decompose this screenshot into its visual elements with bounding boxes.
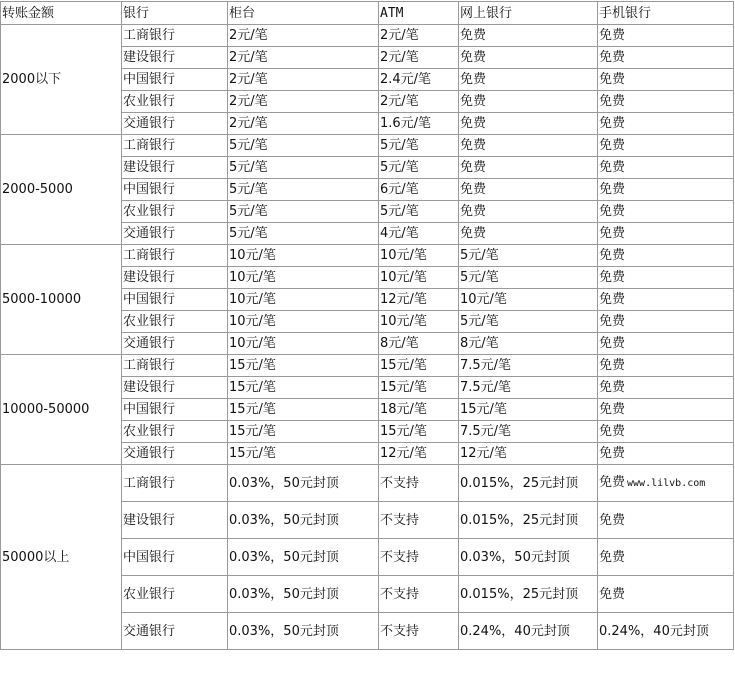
- online-fee-cell: 5元/笔: [459, 245, 598, 267]
- mobile-fee-value: 免费: [599, 226, 626, 241]
- counter-fee-cell: 15元/笔: [228, 355, 379, 377]
- atm-fee-cell: 不支持: [379, 465, 459, 502]
- header-online: 网上银行: [459, 2, 598, 25]
- atm-fee-cell: 15元/笔: [379, 421, 459, 443]
- mobile-fee-value: 免费: [599, 549, 626, 565]
- online-fee-cell: 免费: [459, 135, 598, 157]
- mobile-fee-cell: [598, 443, 734, 465]
- online-fee-cell: 免费: [459, 69, 598, 91]
- atm-fee-cell: 12元/笔: [379, 443, 459, 465]
- mobile-fee-value: 免费: [599, 182, 626, 197]
- online-fee-cell: 免费: [459, 157, 598, 179]
- bank-cell: 交通银行: [122, 333, 228, 355]
- bank-cell: 农业银行: [122, 311, 228, 333]
- atm-fee-cell: 不支持: [379, 576, 459, 613]
- atm-fee-cell: 2元/笔: [379, 47, 459, 69]
- online-fee-cell: 免费: [459, 25, 598, 47]
- mobile-fee-value: 免费: [599, 314, 626, 329]
- mobile-fee-cell: [598, 201, 734, 223]
- mobile-fee-cell: [598, 179, 734, 201]
- online-fee-cell: 5元/笔: [459, 267, 598, 289]
- bank-cell: 建设银行: [122, 157, 228, 179]
- counter-fee-cell: 0.03%，50元封顶: [228, 539, 379, 576]
- online-fee-cell: 15元/笔: [459, 399, 598, 421]
- bank-cell: 农业银行: [122, 201, 228, 223]
- table-row: [1, 465, 734, 502]
- bank-cell: 交通银行: [122, 613, 228, 650]
- counter-fee-cell: 15元/笔: [228, 443, 379, 465]
- counter-fee-cell: 5元/笔: [228, 135, 379, 157]
- table-row: [1, 245, 734, 267]
- mobile-fee-cell: [598, 25, 734, 47]
- atm-fee-cell: 不支持: [379, 613, 459, 650]
- online-fee-cell: 免费: [459, 91, 598, 113]
- atm-fee-cell: 12元/笔: [379, 289, 459, 311]
- online-fee-cell: 7.5元/笔: [459, 421, 598, 443]
- amount-range-cell: 2000-5000: [1, 135, 122, 245]
- atm-fee-cell: 5元/笔: [379, 157, 459, 179]
- counter-fee-cell: 0.03%，50元封顶: [228, 465, 379, 502]
- table-body: [1, 2, 734, 650]
- mobile-fee-cell: [598, 613, 734, 650]
- header-atm: ATM: [379, 2, 459, 25]
- atm-fee-cell: 5元/笔: [379, 201, 459, 223]
- header-row: [1, 2, 734, 25]
- mobile-fee-value: 免费: [599, 586, 626, 602]
- bank-cell: 工商银行: [122, 25, 228, 47]
- mobile-fee-value: 免费: [599, 248, 626, 263]
- counter-fee-cell: 0.03%，50元封顶: [228, 576, 379, 613]
- amount-range-cell: 10000-50000: [1, 355, 122, 465]
- bank-cell: 交通银行: [122, 443, 228, 465]
- mobile-fee-cell: [598, 91, 734, 113]
- watermark-text: www.lilvb.com: [627, 478, 706, 489]
- counter-fee-cell: 2元/笔: [228, 69, 379, 91]
- mobile-fee-cell: [598, 377, 734, 399]
- atm-fee-cell: 18元/笔: [379, 399, 459, 421]
- header-bank: 银行: [122, 2, 228, 25]
- atm-fee-cell: 2元/笔: [379, 91, 459, 113]
- bank-cell: 交通银行: [122, 113, 228, 135]
- online-fee-cell: 5元/笔: [459, 311, 598, 333]
- online-fee-cell: 免费: [459, 223, 598, 245]
- online-fee-cell: 7.5元/笔: [459, 377, 598, 399]
- mobile-fee-value: 免费: [599, 380, 626, 395]
- atm-fee-cell: 15元/笔: [379, 355, 459, 377]
- amount-range-cell: 5000-10000: [1, 245, 122, 355]
- mobile-fee-cell: [598, 311, 734, 333]
- mobile-fee-cell: [598, 69, 734, 91]
- mobile-fee-value: 免费: [599, 116, 626, 131]
- mobile-fee-cell: [598, 355, 734, 377]
- mobile-fee-value: 免费: [599, 292, 626, 307]
- online-fee-cell: 8元/笔: [459, 333, 598, 355]
- bank-cell: 工商银行: [122, 355, 228, 377]
- transfer-fee-table: [0, 1, 734, 650]
- bank-cell: 交通银行: [122, 223, 228, 245]
- mobile-fee-value: 免费: [599, 94, 626, 109]
- bank-cell: 建设银行: [122, 47, 228, 69]
- counter-fee-cell: 0.03%，50元封顶: [228, 502, 379, 539]
- bank-cell: 工商银行: [122, 245, 228, 267]
- mobile-fee-value: 免费: [599, 160, 626, 175]
- bank-cell: 中国银行: [122, 289, 228, 311]
- bank-cell: 建设银行: [122, 377, 228, 399]
- header-amount: 转账金额: [1, 2, 122, 25]
- online-fee-cell: 免费: [459, 179, 598, 201]
- atm-fee-cell: 2元/笔: [379, 25, 459, 47]
- table-row: [1, 135, 734, 157]
- amount-range-cell: 2000以下: [1, 25, 122, 135]
- amount-range-cell: 50000以上: [1, 465, 122, 650]
- mobile-fee-cell: [598, 47, 734, 69]
- mobile-fee-value: 免费: [599, 28, 626, 43]
- atm-fee-cell: 15元/笔: [379, 377, 459, 399]
- atm-fee-cell: 1.6元/笔: [379, 113, 459, 135]
- counter-fee-cell: 2元/笔: [228, 91, 379, 113]
- atm-fee-cell: 不支持: [379, 539, 459, 576]
- counter-fee-cell: 2元/笔: [228, 113, 379, 135]
- online-fee-cell: 0.015%，25元封顶: [459, 465, 598, 502]
- online-fee-cell: 12元/笔: [459, 443, 598, 465]
- online-fee-cell: 0.015%，25元封顶: [459, 576, 598, 613]
- atm-fee-cell: 8元/笔: [379, 333, 459, 355]
- atm-fee-cell: 不支持: [379, 502, 459, 539]
- mobile-fee-cell: [598, 465, 734, 502]
- bank-cell: 农业银行: [122, 421, 228, 443]
- counter-fee-cell: 10元/笔: [228, 267, 379, 289]
- mobile-fee-cell: [598, 223, 734, 245]
- mobile-fee-cell: [598, 289, 734, 311]
- counter-fee-cell: 5元/笔: [228, 201, 379, 223]
- mobile-fee-cell: [598, 157, 734, 179]
- mobile-fee-value: 免费: [599, 138, 626, 153]
- online-fee-cell: 免费: [459, 201, 598, 223]
- counter-fee-cell: 15元/笔: [228, 421, 379, 443]
- mobile-fee-value: 免费: [599, 358, 626, 373]
- bank-cell: 中国银行: [122, 69, 228, 91]
- counter-fee-cell: 15元/笔: [228, 399, 379, 421]
- atm-fee-cell: 5元/笔: [379, 135, 459, 157]
- counter-fee-cell: 10元/笔: [228, 245, 379, 267]
- table-row: [1, 25, 734, 47]
- atm-fee-cell: 10元/笔: [379, 267, 459, 289]
- online-fee-cell: 0.015%，25元封顶: [459, 502, 598, 539]
- atm-fee-cell: 4元/笔: [379, 223, 459, 245]
- mobile-fee-value: 免费: [599, 336, 626, 351]
- counter-fee-cell: 0.03%，50元封顶: [228, 613, 379, 650]
- atm-fee-cell: 10元/笔: [379, 311, 459, 333]
- counter-fee-cell: 10元/笔: [228, 311, 379, 333]
- mobile-fee-cell: [598, 502, 734, 539]
- mobile-fee-value: 免费: [599, 475, 626, 490]
- atm-fee-cell: 6元/笔: [379, 179, 459, 201]
- bank-cell: 建设银行: [122, 502, 228, 539]
- mobile-fee-cell: [598, 539, 734, 576]
- online-fee-cell: 免费: [459, 47, 598, 69]
- mobile-fee-cell: [598, 333, 734, 355]
- counter-fee-cell: 5元/笔: [228, 157, 379, 179]
- counter-fee-cell: 10元/笔: [228, 333, 379, 355]
- header-mobile: 手机银行: [598, 2, 734, 25]
- mobile-fee-cell: [598, 245, 734, 267]
- bank-cell: 农业银行: [122, 576, 228, 613]
- atm-fee-cell: 2.4元/笔: [379, 69, 459, 91]
- bank-cell: 中国银行: [122, 539, 228, 576]
- counter-fee-cell: 5元/笔: [228, 179, 379, 201]
- mobile-fee-value: 0.24%，40元封顶: [599, 623, 709, 639]
- mobile-fee-value: 免费: [599, 50, 626, 65]
- bank-cell: 中国银行: [122, 399, 228, 421]
- header-counter: 柜台: [228, 2, 379, 25]
- online-fee-cell: 10元/笔: [459, 289, 598, 311]
- mobile-fee-value: 免费: [599, 512, 626, 528]
- mobile-fee-value: 免费: [599, 424, 626, 439]
- online-fee-cell: 0.03%，50元封顶: [459, 539, 598, 576]
- bank-cell: 建设银行: [122, 267, 228, 289]
- counter-fee-cell: 15元/笔: [228, 377, 379, 399]
- mobile-fee-value: 免费: [599, 446, 626, 461]
- counter-fee-cell: 10元/笔: [228, 289, 379, 311]
- bank-cell: 中国银行: [122, 179, 228, 201]
- online-fee-cell: 7.5元/笔: [459, 355, 598, 377]
- counter-fee-cell: 5元/笔: [228, 223, 379, 245]
- online-fee-cell: 0.24%，40元封顶: [459, 613, 598, 650]
- counter-fee-cell: 2元/笔: [228, 47, 379, 69]
- online-fee-cell: 免费: [459, 113, 598, 135]
- mobile-fee-cell: [598, 113, 734, 135]
- bank-cell: 工商银行: [122, 135, 228, 157]
- mobile-fee-value: 免费: [599, 204, 626, 219]
- mobile-fee-cell: [598, 135, 734, 157]
- table-row: [1, 355, 734, 377]
- mobile-fee-value: 免费: [599, 270, 626, 285]
- bank-cell: 工商银行: [122, 465, 228, 502]
- mobile-fee-value: 免费: [599, 402, 626, 417]
- mobile-fee-cell: [598, 421, 734, 443]
- bank-cell: 农业银行: [122, 91, 228, 113]
- mobile-fee-cell: [598, 267, 734, 289]
- mobile-fee-cell: [598, 576, 734, 613]
- mobile-fee-value: 免费: [599, 72, 626, 87]
- counter-fee-cell: 2元/笔: [228, 25, 379, 47]
- mobile-fee-cell: [598, 399, 734, 421]
- atm-fee-cell: 10元/笔: [379, 245, 459, 267]
